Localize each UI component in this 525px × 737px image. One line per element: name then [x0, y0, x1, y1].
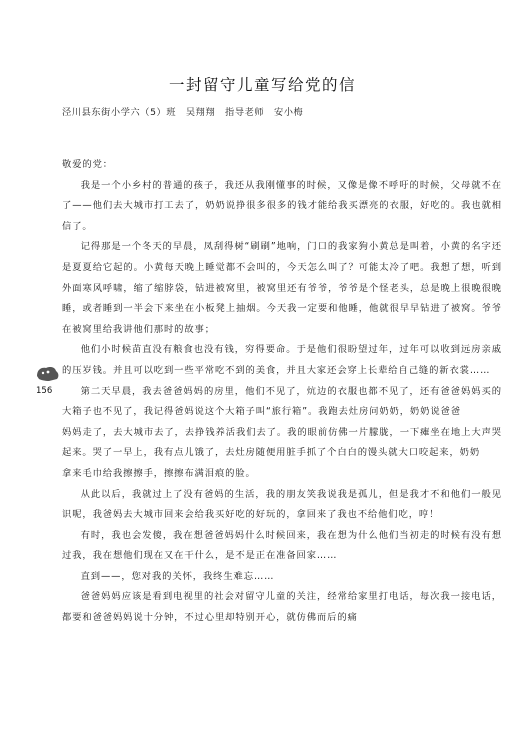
document-title: 一封留守儿童写给党的信 — [168, 76, 356, 94]
letter-paragraph: 他们小时候苗直没有粮食也没有钱，穷得要命。于是他们很盼望过年，过年可以收到远房亲戚的压岁钱。并且可以吃到一些平常吃不到的美食，并且大家还会穿上长辈给自己缝的新衣裳…… — [62, 344, 502, 376]
letter-paragraph: 从此以后，我就过上了没有爸妈的生活，我的朋友笑我说我是孤儿，但是我才不和他们一般见识呢，我爸妈去大城市回来会给我买好吃的好玩的，拿回来了我也不给他们吃，哼！ — [62, 488, 502, 521]
letter-paragraph: 爸爸妈妈应该是看到电视里的社会对留守儿童的关注，经常给家里打电话，每次我一接电话，都要和爸爸妈妈说十分钟，不过心里却特别开心，就仿佛而后的痛 — [62, 591, 502, 624]
letter-paragraph: 我是一个小乡村的普通的孩子，我还从我刚懂事的时候，又像是像不呼吁的时候，父母就不在了——他们去大城市打工去了，奶奶说挣很多很多的钱才能给我买漂亮的衣服，好吃的。我也就相信了。 — [62, 179, 502, 232]
salutation: 敬爱的党： — [62, 159, 113, 170]
author-byline: 泾川县东街小学六（5）班 吴翔翔 指导老师 安小梅 — [62, 107, 304, 118]
letter-paragraph: 妈妈走了，去大城市去了，去挣钱养活我们去了。我的眼前仿佛一片朦胧，一下瘫坐在地上大声哭起来。哭了一早上，我有点儿饿了，去灶房随便用脏手抓了个白白的馒头就大口咬起来，奶奶 — [62, 426, 502, 459]
letter-body — [62, 155, 502, 629]
letter-paragraph: 直到——，您对我的关怀，我终生难忘…… — [80, 570, 275, 582]
letter-paragraph: 记得那是一个冬天的早晨，凤刮得树“刷刷”地响，门口的我家狗小黄总是叫着，小黄的名字还是夏夏给它起的。小黄每天晚上睡觉都不会叫的，今天怎么叫了？可能太冷了吧。我想了想，听到外面寒风呼啸，缩了缩脖袋，钻进被窝里，被窝里还有爷爷，爷爷是个怪老头，总是晚上很晚很晚睡，或者睡到一半会下来坐在小板凳上抽烟。今天我一定要和他睡，他就很早早钻进了被窝。爷爷在被窝里给我讲他们那时的故事； — [62, 241, 502, 335]
letter-paragraph: 拿来毛巾给我擦擦手，擦擦布满泪痕的脸。 — [62, 467, 256, 479]
letter-paragraph: 第二天早晨，我去爸爸妈妈的房里，他们不见了，炕边的衣服也都不见了，还有爸爸妈妈买的大箱子也不见了，我记得爸妈说这个大箱子叫“旅行箱”。我跑去灶房问奶奶，奶奶说爸爸 — [62, 385, 502, 418]
letter-paragraph: 有时，我也会发傻，我在想爸爸妈妈什么时候回来，我在想为什么他们当初走的时候有没有想过我，我在想他们现在又在干什么，是不是正在准备回家…… — [62, 529, 502, 562]
page-number: 156 — [36, 386, 53, 396]
